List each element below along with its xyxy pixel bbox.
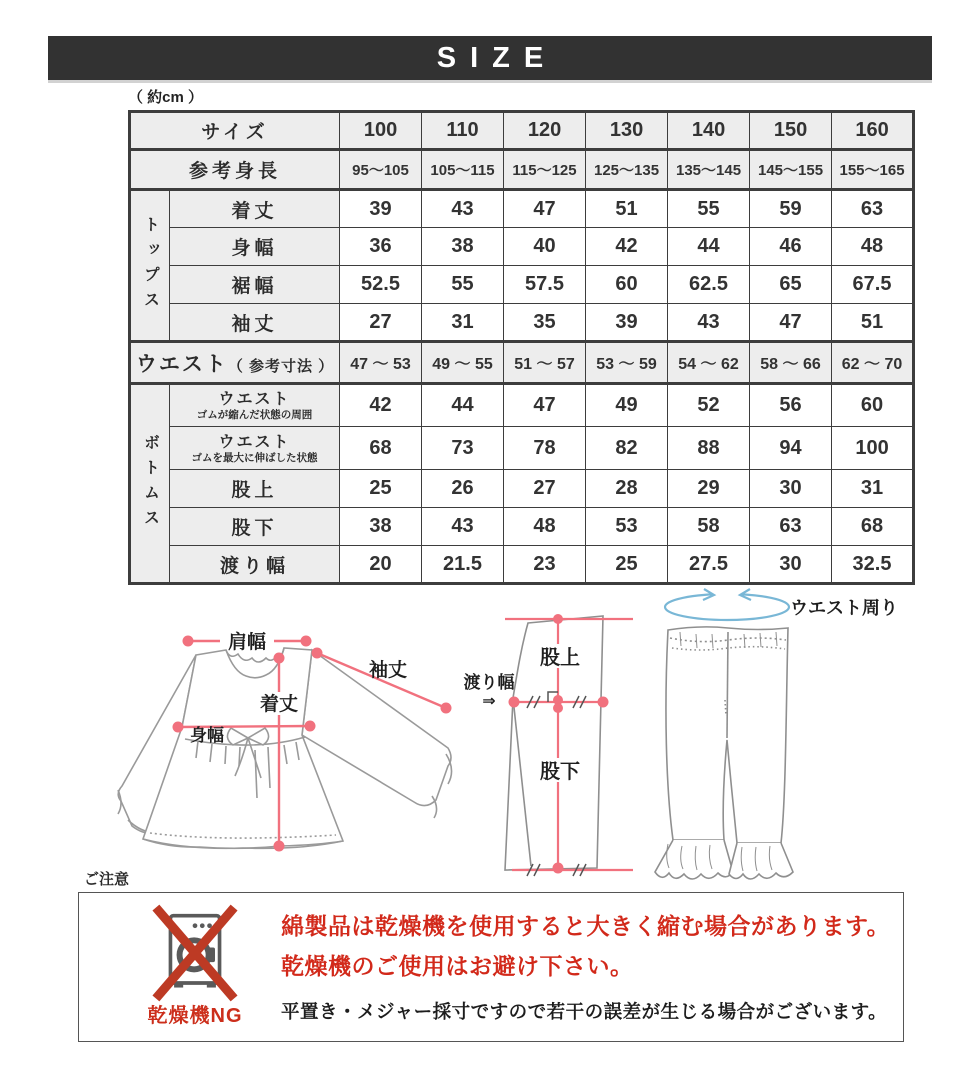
sleeve-length-label: 袖丈: [368, 660, 408, 681]
bottoms-cell: 94: [750, 427, 832, 470]
page-title: SIZE: [436, 41, 558, 74]
bottoms-cell: 32.5: [832, 546, 914, 584]
bottoms-cell: 82: [586, 427, 668, 470]
bottoms-cell: 42: [340, 384, 422, 427]
bottoms-cell: 30: [750, 470, 832, 508]
inseam-label: 股下: [540, 761, 580, 783]
size-table: [128, 110, 915, 585]
table-row: [130, 470, 914, 508]
tops-cell: 43: [422, 190, 504, 228]
height-cell: 155～165: [832, 150, 914, 190]
body-length-label: 着丈: [259, 694, 299, 715]
thigh-width-arrow: ⇒: [482, 693, 496, 710]
size-col-header: 140: [668, 112, 750, 150]
bottoms-cell: 100: [832, 427, 914, 470]
tops-cell: 51: [586, 190, 668, 228]
height-cell: 135～145: [668, 150, 750, 190]
size-col-header: 100: [340, 112, 422, 150]
table-row: [130, 190, 914, 228]
bottoms-cell: 68: [832, 508, 914, 546]
waist-around-label: ウエスト周り: [790, 598, 898, 618]
tops-cell: 27: [340, 304, 422, 342]
tops-cell: 59: [750, 190, 832, 228]
row-label: ウエスト ゴムが縮んだ状態の周囲: [170, 384, 340, 427]
tops-cell: 39: [586, 304, 668, 342]
bottoms-cell: 25: [586, 546, 668, 584]
bottoms-cell: 28: [586, 470, 668, 508]
size-col-header: 160: [832, 112, 914, 150]
tops-cell: 57.5: [504, 266, 586, 304]
tops-group-label: トップス: [130, 190, 170, 342]
bottoms-cell: 52: [668, 384, 750, 427]
height-cell: 125～135: [586, 150, 668, 190]
notice-heading: ご注意: [84, 871, 130, 888]
tops-cell: 44: [668, 228, 750, 266]
bottoms-cell: 27: [504, 470, 586, 508]
bottoms-cell: 68: [340, 427, 422, 470]
tops-cell: 55: [422, 266, 504, 304]
height-cell: 95～105: [340, 150, 422, 190]
table-row: [130, 546, 914, 584]
height-cell: 105～115: [422, 150, 504, 190]
rise-label: 股上: [540, 647, 580, 669]
bottoms-cell: 73: [422, 427, 504, 470]
table-row: [130, 427, 914, 470]
row-label: 着丈: [170, 190, 340, 228]
table-row: [130, 150, 914, 190]
no-tumble-dry-icon: [145, 903, 245, 1003]
size-col-header: 130: [586, 112, 668, 150]
tops-cell: 67.5: [832, 266, 914, 304]
tops-cell: 48: [832, 228, 914, 266]
bottoms-cell: 43: [422, 508, 504, 546]
waist-cell: 47 ～ 53: [340, 342, 422, 384]
warning-line-2: 乾燥機のご使用はお避け下さい。: [281, 953, 634, 979]
table-row: [130, 384, 914, 427]
bottoms-cell: 27.5: [668, 546, 750, 584]
tops-cell: 38: [422, 228, 504, 266]
pants-front-illustration: [655, 627, 793, 879]
tops-cell: 52.5: [340, 266, 422, 304]
tops-cell: 31: [422, 304, 504, 342]
waist-cell: 49 ～ 55: [422, 342, 504, 384]
warning-line-1: 綿製品は乾燥機を使用すると大きく縮む場合があります。: [281, 913, 891, 939]
size-header-bar: [48, 36, 932, 83]
waist-cell: 51 ～ 57: [504, 342, 586, 384]
bottoms-cell: 63: [750, 508, 832, 546]
bottoms-cell: 60: [832, 384, 914, 427]
row-label: 身幅: [170, 228, 340, 266]
bottoms-cell: 31: [832, 470, 914, 508]
height-cell: 145～155: [750, 150, 832, 190]
bottoms-cell: 48: [504, 508, 586, 546]
bottoms-cell: 38: [340, 508, 422, 546]
bottoms-cell: 56: [750, 384, 832, 427]
bottoms-cell: 58: [668, 508, 750, 546]
tops-cell: 47: [504, 190, 586, 228]
unit-note: （ 約cm ）: [128, 89, 204, 106]
tops-cell: 47: [750, 304, 832, 342]
row-label: 袖丈: [170, 304, 340, 342]
table-row: [130, 266, 914, 304]
tops-cell: 35: [504, 304, 586, 342]
bottoms-cell: 23: [504, 546, 586, 584]
bottoms-cell: 20: [340, 546, 422, 584]
bottoms-cell: 30: [750, 546, 832, 584]
table-row: [130, 342, 914, 384]
table-row: [130, 304, 914, 342]
waist-around-ellipse: [665, 588, 789, 620]
bottoms-cell: 21.5: [422, 546, 504, 584]
waist-cell: 53 ～ 59: [586, 342, 668, 384]
bottoms-cell: 78: [504, 427, 586, 470]
table-row: [130, 112, 914, 150]
tops-cell: 46: [750, 228, 832, 266]
bottoms-cell: 29: [668, 470, 750, 508]
bottoms-cell: 26: [422, 470, 504, 508]
waist-cell: 54 ～ 62: [668, 342, 750, 384]
size-col-header: 110: [422, 112, 504, 150]
tops-cell: 62.5: [668, 266, 750, 304]
row-label: 股下: [170, 508, 340, 546]
bottoms-cell: 53: [586, 508, 668, 546]
row-label: 裾幅: [170, 266, 340, 304]
waist-cell: 58 ～ 66: [750, 342, 832, 384]
shoulder-width-label: 肩幅: [227, 632, 267, 653]
tops-cell: 36: [340, 228, 422, 266]
waist-cell: 62 ～ 70: [832, 342, 914, 384]
tops-cell: 65: [750, 266, 832, 304]
body-width-label: 身幅: [190, 726, 224, 745]
bottoms-cell: 88: [668, 427, 750, 470]
no-tumble-dry-label: 乾燥機NG: [147, 1005, 243, 1027]
waist-row-label: ウエスト（ 参考寸法 ）: [130, 342, 340, 384]
height-row-label: 参考身長: [130, 150, 340, 190]
bottoms-cell: 44: [422, 384, 504, 427]
size-col-header: 120: [504, 112, 586, 150]
bottoms-group-label: ボトムス: [130, 384, 170, 584]
tops-cell: 55: [668, 190, 750, 228]
tops-cell: 42: [586, 228, 668, 266]
tops-cell: 43: [668, 304, 750, 342]
tops-cell: 60: [586, 266, 668, 304]
table-row: [130, 228, 914, 266]
tops-cell: 40: [504, 228, 586, 266]
row-label: 股上: [170, 470, 340, 508]
measurement-note: 平置き・メジャー採寸ですので若干の誤差が生じる場合がございます。: [281, 1001, 888, 1022]
size-col-header: 150: [750, 112, 832, 150]
bottoms-cell: 47: [504, 384, 586, 427]
bottoms-cell: 49: [586, 384, 668, 427]
tops-cell: 63: [832, 190, 914, 228]
size-row-label: サイズ: [130, 112, 340, 150]
height-cell: 115～125: [504, 150, 586, 190]
thigh-width-label: 渡り幅: [463, 673, 515, 692]
tops-cell: 39: [340, 190, 422, 228]
table-row: [130, 508, 914, 546]
tops-cell: 51: [832, 304, 914, 342]
bottoms-cell: 25: [340, 470, 422, 508]
row-label: ウエスト ゴムを最大に伸ばした状態: [170, 427, 340, 470]
notice-box: [78, 892, 904, 1042]
row-label: 渡り幅: [170, 546, 340, 584]
measurement-diagrams: [0, 588, 980, 888]
